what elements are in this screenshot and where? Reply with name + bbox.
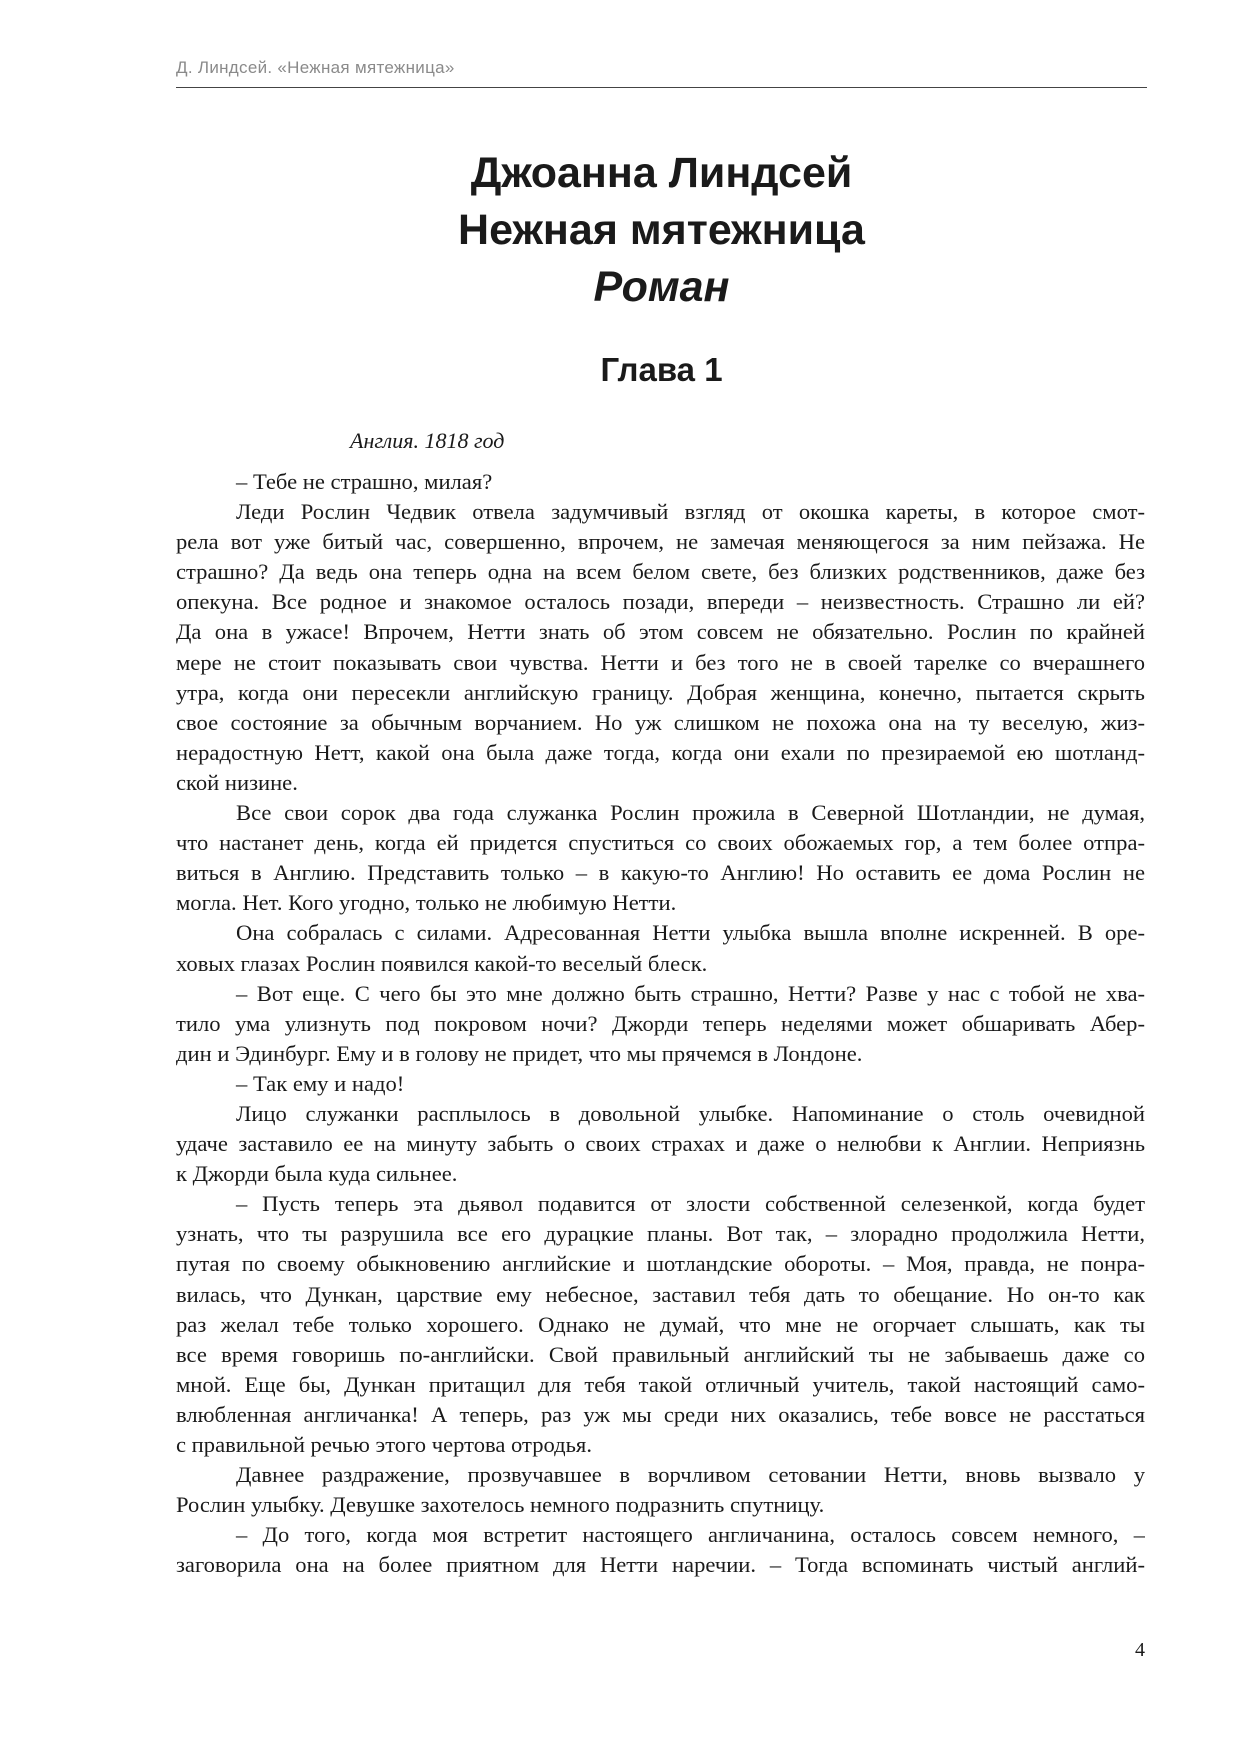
text-line: Все свои сорок два года служанка Рослин прожила в Северной Шотландии, не думая, — [236, 800, 1145, 826]
text-line: нерадостную Нетт, какой она была даже тогда, когда они ехали по презираемой ею шотланд- — [176, 739, 1145, 765]
text-line: Леди Рослин Чедвик отвела задумчивый взгляд от окошка кареты, в которое смот- — [236, 499, 1145, 525]
running-head: Д. Линдсей. «Нежная мятежница» — [176, 58, 455, 77]
book-genre: Роман — [593, 263, 730, 311]
text-line: Рослин улыбку. Девушке захотелось немного подразнить спутницу. — [176, 1492, 825, 1518]
text-line: с правильной речью этого чертова отродья. — [176, 1432, 592, 1457]
book-author: Джоанна Линдсей — [470, 149, 853, 197]
text-line: рела вот уже битый час, совершенно, впрочем, не замечая меняющегося за ним пейзажа. Не — [176, 529, 1145, 555]
text-line: раз желал тебе только хорошего. Однако не думай, что мне не огорчает слышать, как ты — [176, 1311, 1145, 1337]
text-line: могла. Нет. Кого угодно, только не любимую Нетти. — [176, 890, 677, 916]
title-block — [176, 145, 1147, 316]
text-line: – Тебе не страшно, милая? — [236, 469, 493, 494]
text-line: к Джорди была куда сильнее. — [176, 1161, 458, 1187]
chapter-heading: Глава 1 — [600, 351, 723, 388]
text-line: мере не стоит показывать свои чувства. Нетти и без того не в своей тарелке со вчерашнего — [176, 649, 1145, 675]
text-line: свое состояние за обычным ворчанием. Но уж слишком не похожа она на ту веселую, жиз- — [176, 709, 1145, 735]
text-line: мной. Еще бы, Дункан притащил для тебя такой отличный учитель, такой настоящий само- — [176, 1371, 1145, 1397]
text-line: – Пусть теперь эта дьявол подавится от злости собственной селезенкой, когда будет — [236, 1191, 1145, 1217]
text-line: – Так ему и надо! — [236, 1070, 405, 1096]
text-line: вилась, что Дункан, царствие ему небесное, заставил тебя дать то обещание. Но он-то как — [176, 1281, 1145, 1307]
text-line: все время говоришь по-английски. Свой правильный английский ты не забываешь даже со — [176, 1341, 1145, 1367]
text-line: опекуна. Все родное и знакомое осталось позади, впереди – неизвестность. Страшно ли ей? — [176, 589, 1145, 615]
text-line: Да она в ужасе! Впрочем, Нетти знать об этом совсем не обязательно. Рослин по крайней — [176, 619, 1145, 645]
text-line: – До того, когда моя встретит настоящего англичанина, осталось совсем немного, – — [236, 1522, 1145, 1548]
text-line: Лицо служанки расплылось в довольной улыбке. Напоминание о столь очевидной — [236, 1100, 1145, 1126]
epigraph: Англия. 1818 год — [350, 428, 505, 453]
text-line: Давнее раздражение, прозвучавшее в ворчливом сетовании Нетти, вновь вызвало у — [236, 1462, 1145, 1488]
header-rule — [176, 87, 1147, 88]
text-line: узнать, что ты разрушила все его дурацкие планы. Вот так, – злорадно продолжила Нетти, — [176, 1221, 1145, 1247]
text-line: дин и Эдинбург. Ему и в голову не придет, что мы прячемся в Лондоне. — [176, 1040, 863, 1066]
text-line: – Вот еще. С чего бы это мне должно быть страшно, Нетти? Разве у нас с тобой не хва- — [236, 980, 1145, 1006]
text-line: утра, когда они пересекли английскую границу. Добрая женщина, конечно, пытается скрыть — [176, 679, 1145, 705]
text-line: ховых глазах Рослин появился какой-то веселый блеск. — [176, 950, 708, 976]
text-line: тило ума улизнуть под покровом ночи? Джорди теперь неделями может обшаривать Абер- — [176, 1010, 1145, 1036]
text-line: ской низине. — [176, 769, 298, 795]
body-text — [176, 467, 1145, 1580]
text-line: влюбленная англичанка! А теперь, раз уж мы среди них оказались, тебе вовсе не расстаться — [176, 1401, 1145, 1427]
text-line: удаче заставило ее на минуту забыть о своих страхах и даже о нелюбви к Англии. Неприязнь — [176, 1131, 1145, 1157]
book-title: Нежная мятежница — [458, 206, 865, 254]
text-line: путая по своему обыкновению английские и шотландские обороты. – Моя, правда, не понра- — [176, 1251, 1145, 1277]
text-line: виться в Англию. Представить только – в какую-то Англию! Но оставить ее дома Рослин не — [176, 860, 1145, 886]
text-line: Она собралась с силами. Адресованная Нетти улыбка вышла вполне искренней. В оре- — [236, 920, 1145, 946]
page-number: 4 — [1135, 1639, 1145, 1661]
text-line: что настанет день, когда ей придется спуститься со своих обожаемых гор, а тем более отпра- — [176, 830, 1145, 856]
text-line: заговорила она на более приятном для Нетти наречии. – Тогда вспоминать чистый англий- — [176, 1552, 1145, 1578]
text-line: страшно? Да ведь она теперь одна на всем белом свете, без близких родственников, даже без — [176, 559, 1145, 585]
